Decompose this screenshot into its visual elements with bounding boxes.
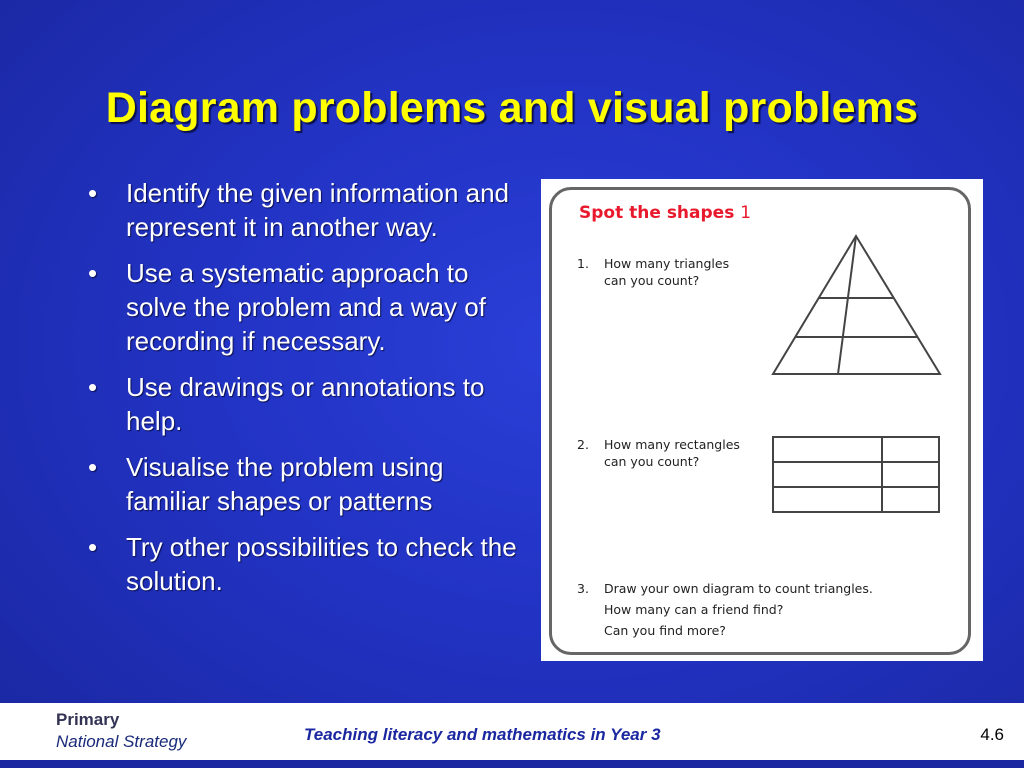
question-3-line-1: Draw your own diagram to count triangles. bbox=[604, 581, 873, 596]
bullet-marker: • bbox=[88, 258, 98, 288]
question-2-number: 2. bbox=[577, 437, 589, 452]
bullet-marker: • bbox=[88, 452, 98, 482]
question-3-line-3: Can you find more? bbox=[604, 623, 726, 638]
bullet-item bbox=[88, 176, 534, 244]
bullet-item bbox=[88, 450, 534, 518]
question-1-number: 1. bbox=[577, 256, 589, 271]
bullet-text: Use drawings or annotations to help. bbox=[126, 372, 485, 436]
bullet-marker: • bbox=[88, 178, 98, 208]
bullet-text: Try other possibilities to check the solution. bbox=[126, 532, 517, 596]
bullet-item bbox=[88, 530, 534, 598]
bullet-item bbox=[88, 370, 534, 438]
question-3-number: 3. bbox=[577, 581, 589, 596]
question-3-line-2: How many can a friend find? bbox=[604, 602, 784, 617]
bullet-text: Visualise the problem using familiar shapes or patterns bbox=[126, 452, 444, 516]
slide-title: Diagram problems and visual problems bbox=[105, 84, 919, 132]
logo-line-2: National Strategy bbox=[56, 732, 187, 751]
worksheet-title-text: Spot the shapes bbox=[579, 203, 735, 223]
bullet-marker: • bbox=[88, 532, 98, 562]
course-title: Teaching literacy and mathematics in Year 3 bbox=[304, 725, 661, 744]
page-number: 4.6 bbox=[980, 725, 1004, 744]
bullet-text: Use a systematic approach to solve the problem and a way of recording if necessary. bbox=[126, 258, 486, 356]
worksheet-diagrams bbox=[541, 179, 983, 661]
worksheet-title-number: 1 bbox=[740, 203, 752, 223]
bullet-item bbox=[88, 256, 534, 358]
footer-strip bbox=[0, 760, 1024, 768]
bullet-marker: • bbox=[88, 372, 98, 402]
bullet-text: Identify the given information and represent it in another way. bbox=[126, 178, 510, 242]
question-2-text: How many rectangles can you count? bbox=[604, 437, 740, 469]
logo-line-1: Primary bbox=[56, 710, 120, 729]
rectangle-diagram bbox=[773, 437, 939, 512]
worksheet-image bbox=[541, 179, 983, 661]
footer-bar bbox=[0, 703, 1024, 760]
bullet-list bbox=[88, 176, 534, 610]
question-1-text: How many triangles can you count? bbox=[604, 256, 730, 288]
primary-national-strategy-logo bbox=[56, 709, 186, 753]
triangle-diagram bbox=[773, 236, 940, 374]
